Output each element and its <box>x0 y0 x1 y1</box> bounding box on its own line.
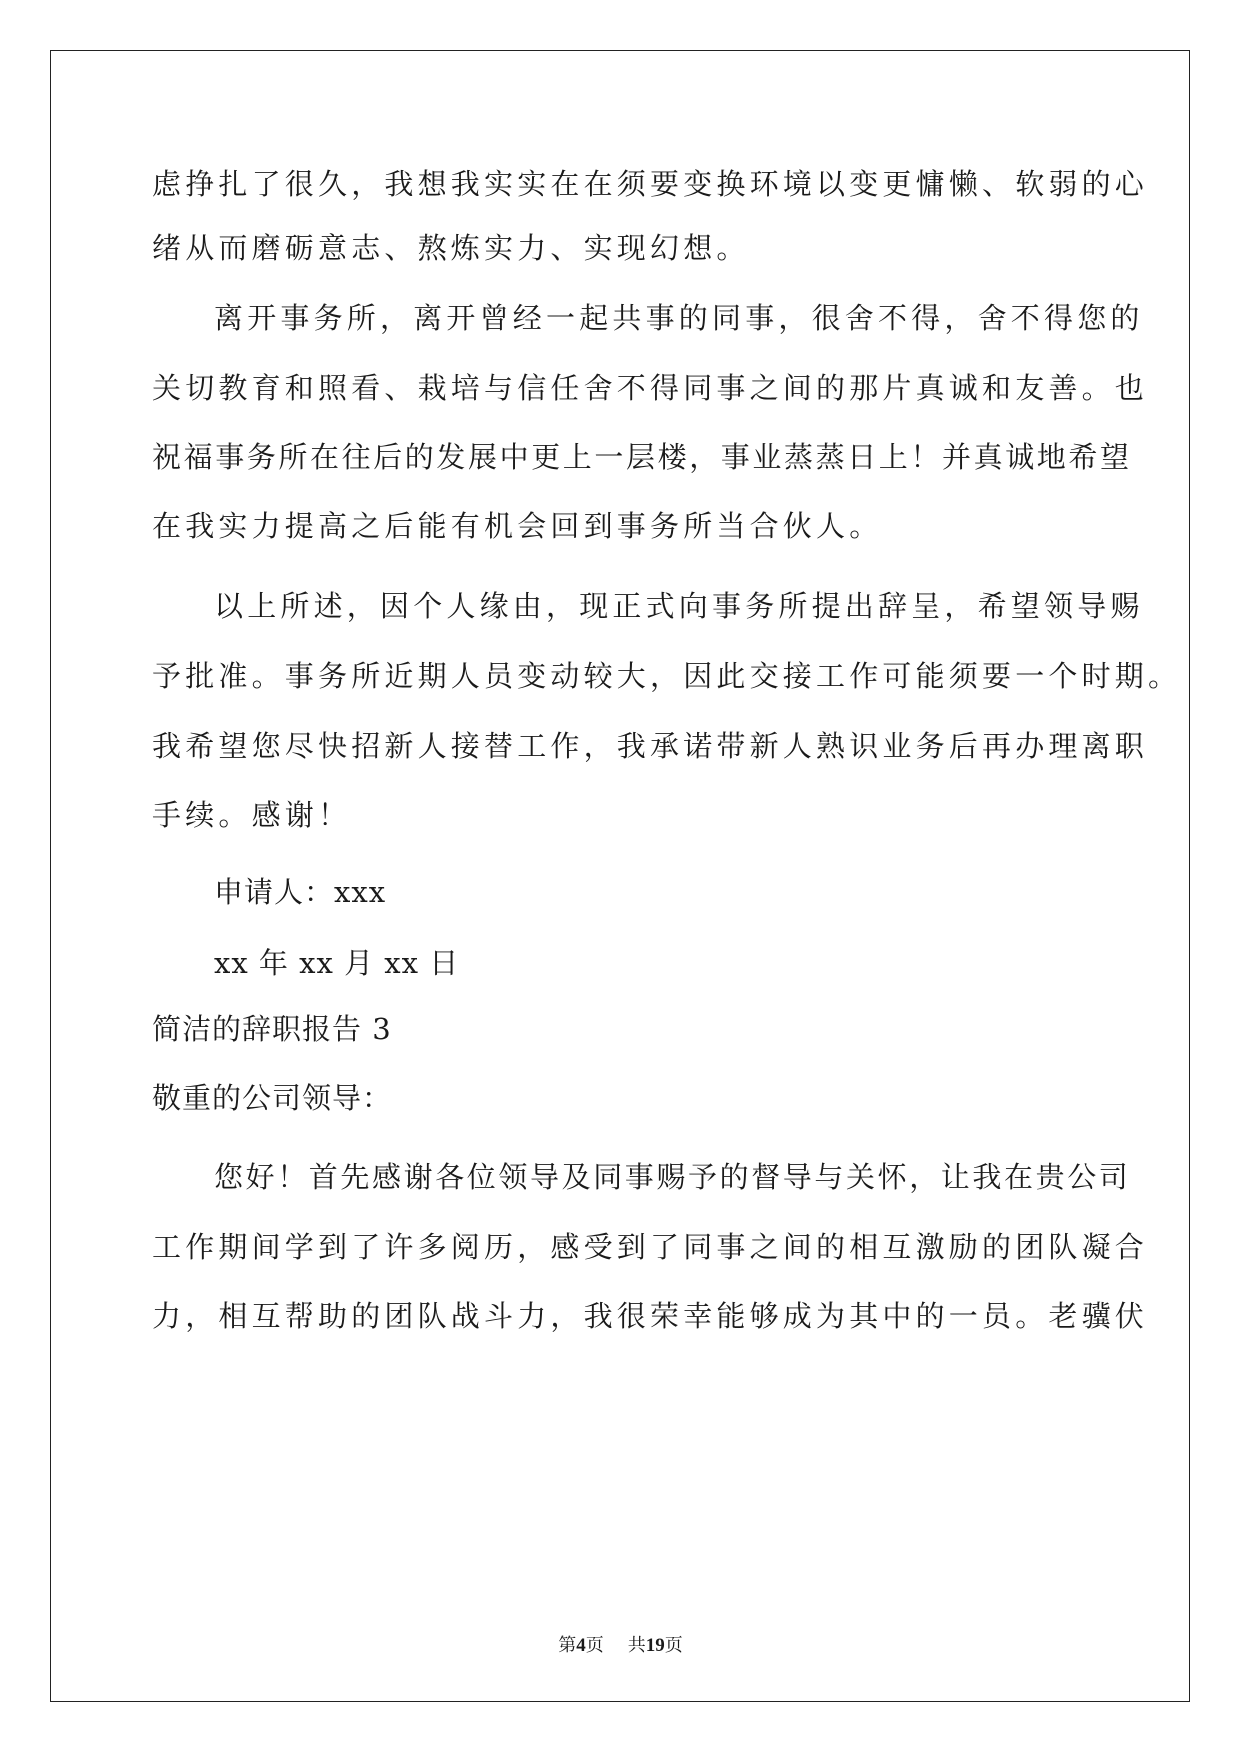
paragraph-line: 力，相互帮助的团队战斗力，我很荣幸能够成为其中的一员。老骥伏 <box>152 1299 1149 1333</box>
section-title: 简洁的辞职报告 3 <box>152 1012 392 1046</box>
paragraph-line: 手续。感谢！ <box>152 798 352 832</box>
current-page-number: 4 <box>576 1635 586 1656</box>
total-unit: 页 <box>664 1635 683 1656</box>
paragraph-line: 予批准。事务所近期人员变动较大，因此交接工作可能须要一个时期。 <box>152 659 1182 693</box>
paragraph-line: 工作期间学到了许多阅历，感受到了同事之间的相互激励的团队凝合 <box>152 1230 1149 1264</box>
page-number-footer <box>0 1634 1241 1658</box>
paragraph-line: 绪从而磨砺意志、熬炼实力、实现幻想。 <box>152 231 750 265</box>
paragraph-line: 祝福事务所在往后的发展中更上一层楼，事业蒸蒸日上！并真诚地希望 <box>152 440 1132 474</box>
total-page-number: 19 <box>645 1635 665 1656</box>
page-prefix: 第 <box>558 1635 577 1656</box>
total-prefix: 共 <box>627 1635 646 1656</box>
paragraph-line: 您好！首先感谢各位领导及同事赐予的督导与关怀，让我在贵公司 <box>214 1160 1131 1194</box>
paragraph-line: 在我实力提高之后能有机会回到事务所当合伙人。 <box>152 509 883 543</box>
paragraph-line: 关切教育和照看、栽培与信任舍不得同事之间的那片真诚和友善。也 <box>152 371 1149 405</box>
applicant-line: 申请人：xxx <box>214 875 387 909</box>
paragraph-line: 我希望您尽快招新人接替工作，我承诺带新人熟识业务后再办理离职 <box>152 729 1149 763</box>
paragraph-line: 离开事务所，离开曾经一起共事的同事，很舍不得，舍不得您的 <box>214 301 1144 335</box>
page-unit: 页 <box>585 1635 604 1656</box>
paragraph-line: 虑挣扎了很久，我想我实实在在须要变换环境以变更慵懒、软弱的心 <box>152 167 1149 201</box>
paragraph-line: 以上所述，因个人缘由，现正式向事务所提出辞呈，希望领导赐 <box>214 589 1144 623</box>
date-line: xx 年 xx 月 xx 日 <box>214 946 460 980</box>
salutation: 敬重的公司领导： <box>152 1081 393 1115</box>
